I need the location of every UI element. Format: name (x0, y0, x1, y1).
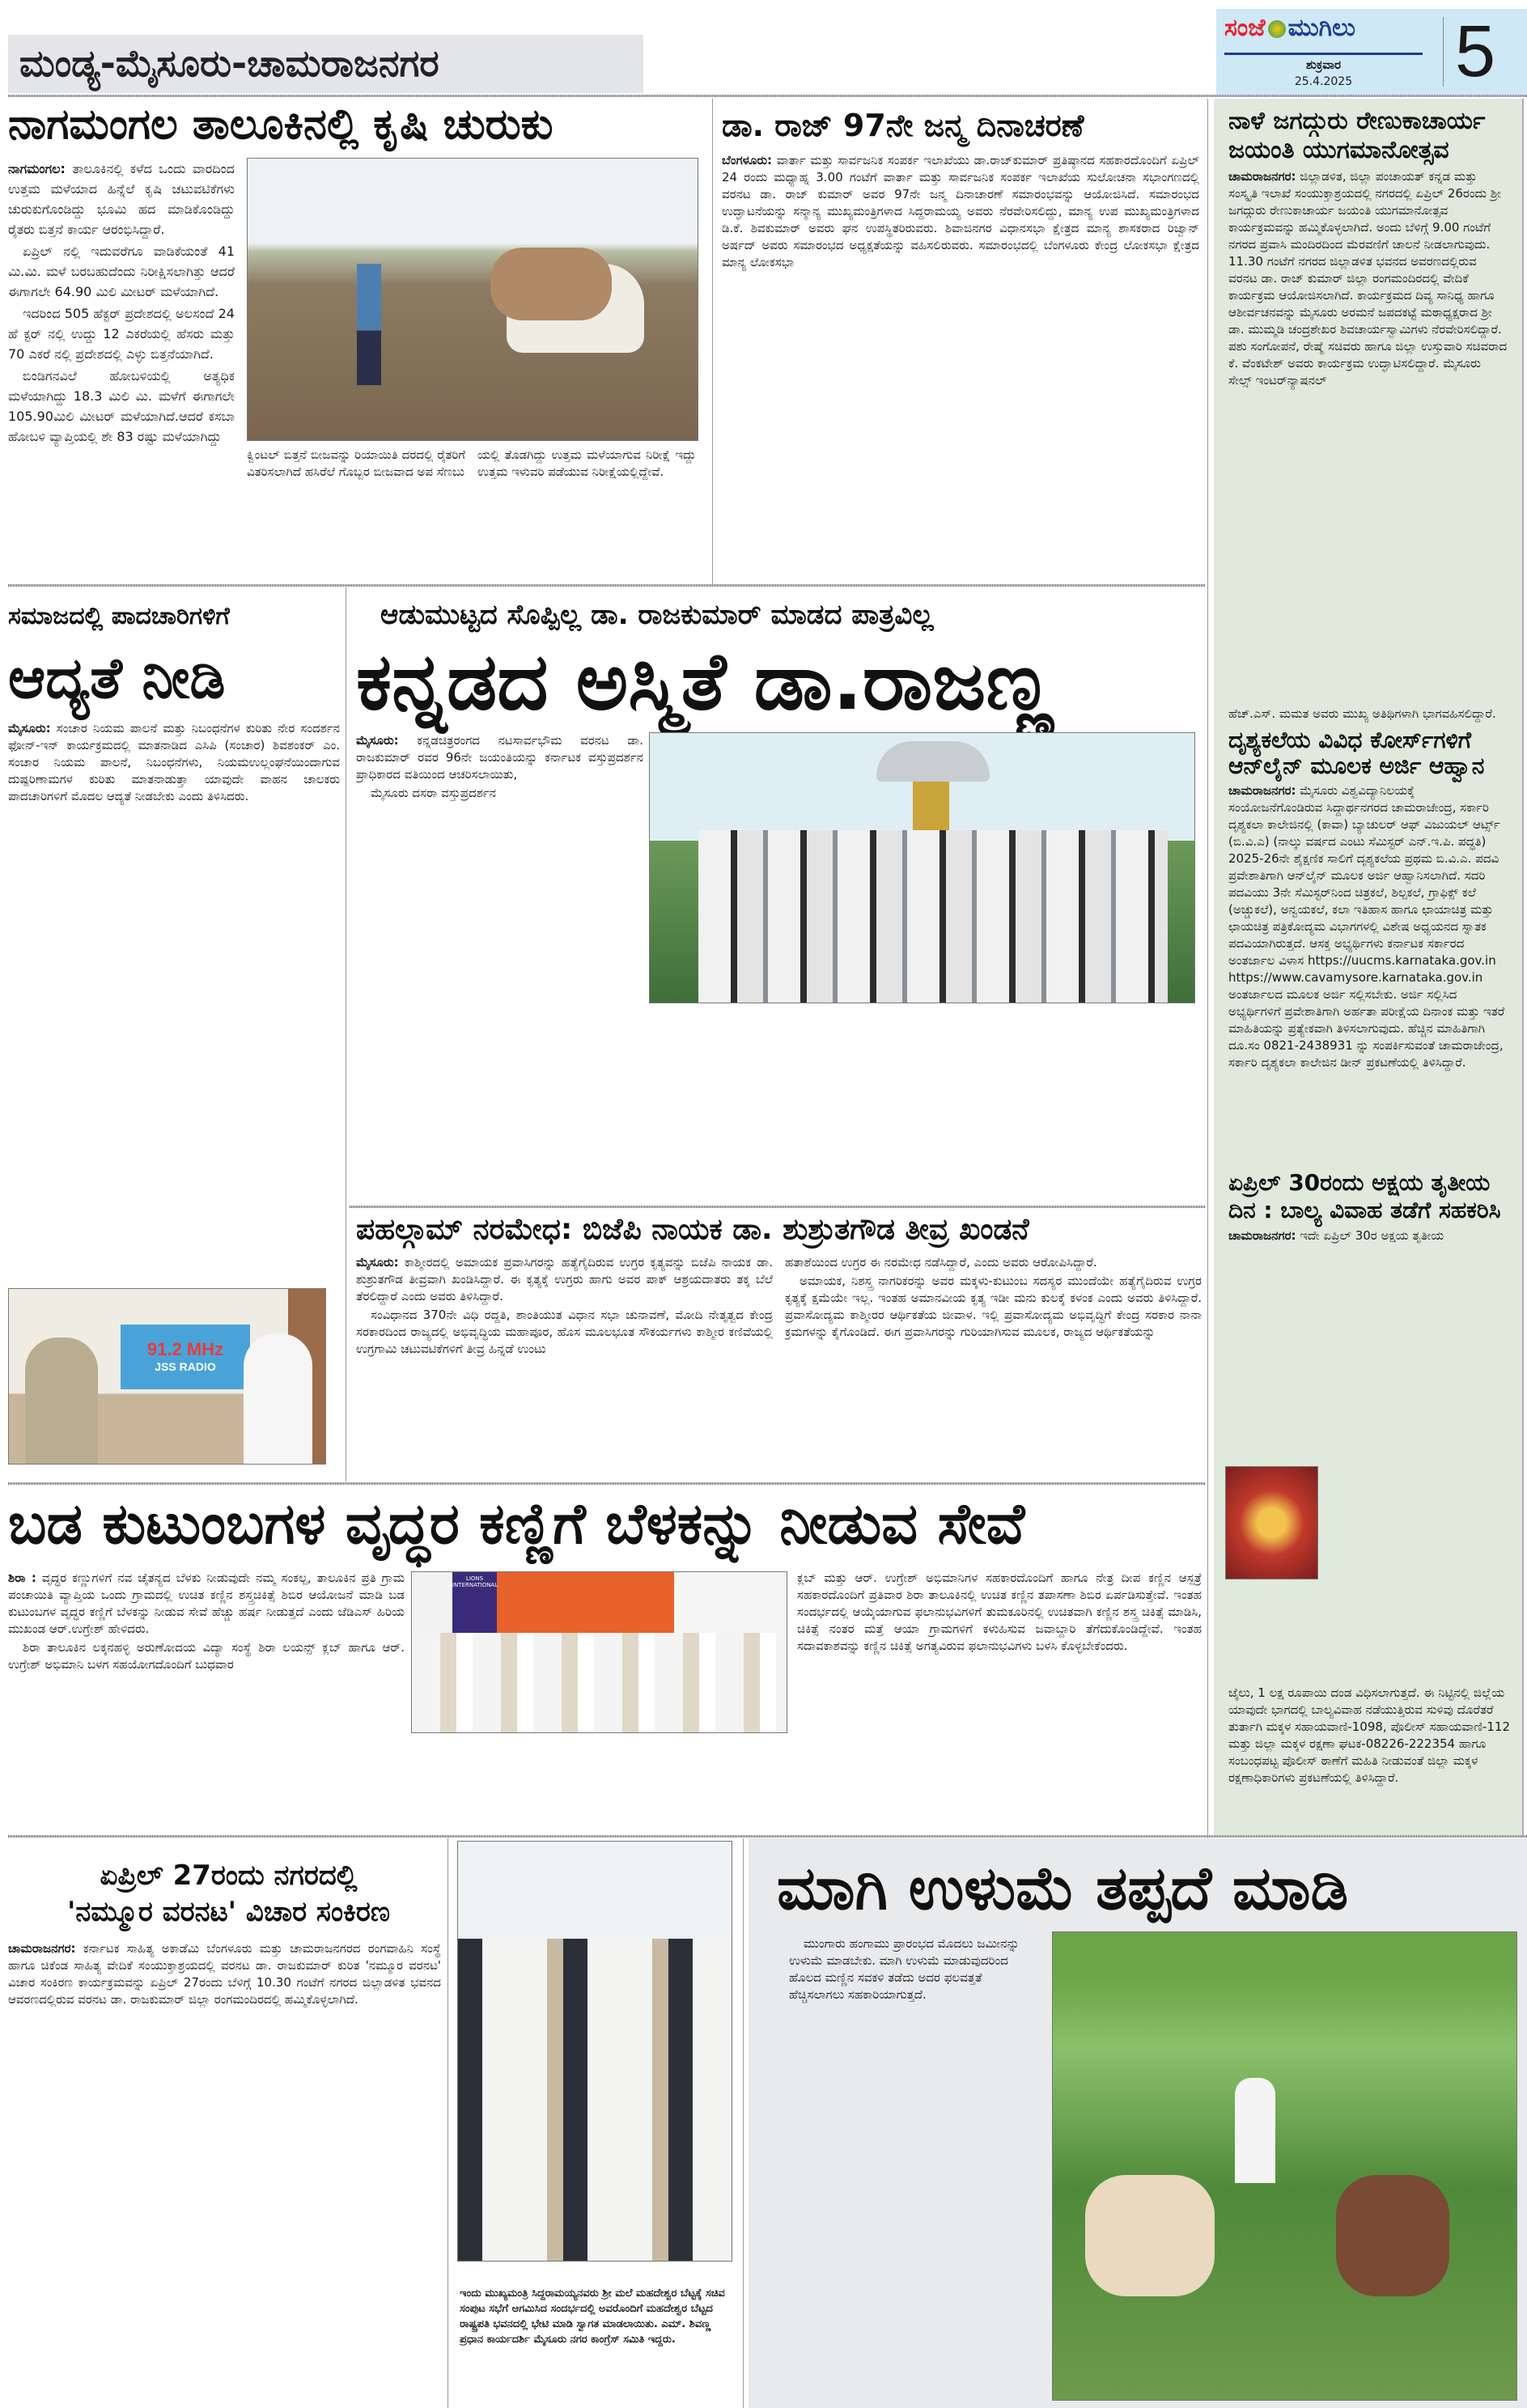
sun-palm-icon (1268, 20, 1286, 38)
paragraph: ಮೈಸೂರು ದಸರಾ ವಸ್ತುಪ್ರದರ್ಶನ (371, 786, 497, 800)
paragraph: ಸಂಚಾರ ನಿಯಮ ಪಾಲನೆ ಮತ್ತು ನಿಬಂಧನೆಗಳ ಕುರಿತು ನೇರ ಸಂದರ್ಶನ ಫೋನ್-ಇನ್ ಕಾರ್ಯಕ್ರಮದಲ್ಲಿ ಮಾತನಾಡಿದ ಎಸಿಪಿ (ಸಂಚಾರ) ಶಿವಶಂಕರ್ ಎಂ. ಸಂಚಾರ ನಿಯಮ ಪಾಲನೆ, ನಿಬಂಧನೆಗಳು, ನಿಯಮಉಲ್ಲಂಘನೆಯಿಂದಾಗುವ ದುಷ್ಪರಿಣಾಮಗಳ ಕುರಿತು ಮಾತನಾಡುತ್ತಾ ಯಾವುದೇ ವಾಹನ ಚಾಲಕರು ಪಾದಚಾರಿಗಳಿಗೆ ಮೊದಲ ಆದ್ಯತೆ ನೀಡಬೇಕು ಎಂದು ತಿಳಿಸಿದರು. (8, 721, 340, 803)
nagamangala-body (8, 159, 235, 579)
drraj97-body (722, 152, 1199, 577)
maagi-panel (749, 1838, 1527, 2408)
issue-day: ಶುಕ್ರವಾರ (1305, 57, 1342, 72)
paragraph: ಏಪ್ರಿಲ್ ನಲ್ಲಿ ಇದುವರೆಗೂ ವಾಡಿಕೆಯಂತೆ 41 ಮಿ.ಮಿ. ಮಳೆ ಬರಬಹುದೆಂದು ನಿರೀಕ್ಷಿಸಲಾಗಿತ್ತು ಆದರೆ ಈಗಾಗಲೇ 64.90 ಮಿಲಿ ಮೀಟರ್ ಮಳೆಯಾಗಿದೆ. (8, 244, 235, 299)
masthead-logo (1216, 9, 1527, 95)
akshaya-tail: ಜೈಲು, 1 ಲಕ್ಷ ರೂಪಾಯಿ ದಂಡ ವಿಧಿಸಲಾಗುತ್ತದೆ. ಈ ನಿಟ್ಟಿನಲ್ಲಿ ಜಿಲ್ಲೆಯ ಯಾವುದೇ ಭಾಗದಲ್ಲಿ ಬಾಲ್ಯವಿವಾಹ ನಡೆಯುತ್ತಿರುವ ಸುಳಿವು ದೊರೆತರೆ ತುರ್ತಾಗಿ ಮಕ್ಕಳ ಸಹಾಯವಾಣಿ-1098, ಪೊಲೀಸ್ ಸಹಾಯವಾಣಿ-112 ಮತ್ತು ಜಿಲ್ಲಾ ಮಕ್ಕಳ ರಕ್ಷಣಾ ಘಟಕ-08226-222354 ಹಾಗೂ ಸಂಬಂಧಪಟ್ಟ ಪೊಲೀಸ್ ಠಾಣೆಗೆ ಮಹಿತಿ ನೀಡುವಂತೆ ಜಿಲ್ಲಾ ಮಕ್ಕಳ ರಕ್ಷಣಾಧಿಕಾರಿಗಳು ಪ್ರಕಟಣೆಯಲ್ಲಿ ತಿಳಿಸಿದ್ದಾರೆ. (1228, 1685, 1510, 1785)
varanata-kicker: ಏಪ್ರಿಲ್ 27ರಂದು ನಗರದಲ್ಲಿ (100, 1859, 358, 1892)
radio-studio-photo (8, 1288, 326, 1465)
issue-date: 25.4.2025 (1294, 75, 1353, 88)
paragraph: ವೃದ್ಧರ ಕಣ್ಣುಗಳಿಗೆ ನವ ಚೈತನ್ಯದ ಬೆಳಕು ನೀಡುವುದೇ ನಮ್ಮ ಸಂಕಲ್ಪ, ತಾಲೂಕಿನ ಪ್ರತಿ ಗ್ರಾಮ ಪಂಚಾಯಿತಿ ವ್ಯಾಪ್ತಿಯ ಒಂದು ಗ್ರಾಮದಲ್ಲಿ ಉಚಿತ ಕಣ್ಣಿನ ಶಸ್ತ್ರಚಿಕಿತ್ಸೆ ಶಿಬಿರ ಆಯೋಜನೆ ಮಾಡಿ ಬಡ ಕುಟುಂಬಗಳ ವೃದ್ಧರ ಕಣ್ಣಿಗೆ ಬೆಳಕನ್ನು ನೀಡುವ ಸೇವೆ ಹೆಚ್ಚು ಹರ್ಷ ನೀಡುತ್ತದೆ ಎಂದು ಜೆಡಿಎಸ್ ಹಿರಿಯ ಮುಖಂಡ ಆರ್.ಉಗ್ರೇಶ್ ಹೇಳಿದರು. (8, 1571, 405, 1636)
sidebar (1214, 99, 1524, 1837)
paragraph: ಮುಂಗಾರು ಹಂಗಾಮು ಪ್ರಾರಂಭದ ಮೊದಲು ಜಮೀನನ್ನು ಉಳುಮೆ ಮಾಡಬೇಕು. ಮಾಗಿ ಉಳುಮೆ ಮಾಡುವುದರಿಂದ ಹೊಲದ ಮಣ್ಣಿನ ಸವಕಳಿ ತಡೆದು ಅದರ ಫಲವತ್ತತೆ ಹೆಚ್ಚಿಸಲಾಗಲು ಸಹಕಾರಿಯಾಗುತ್ತದೆ. (789, 1936, 1020, 2002)
drraj97-headline: ಡಾ. ರಾಜ್ 97ನೇ ಜನ್ಮ ದಿನಾಚರಣೆ (722, 108, 1084, 143)
padachari-body (8, 720, 340, 1282)
farmer-figure (1235, 2078, 1275, 2183)
varanata-headline: 'ನಮ್ಮೂರ ವರನಟ' ವಿಚಾರ ಸಂಕಿರಣ (66, 1896, 391, 1928)
renuka-tail: ಹೆಚ್.ಎಸ್. ಮಮತ ಅವರು ಮುಖ್ಯ ಅತಿಥಿಗಳಾಗಿ ಭಾಗವಹಿಸಲಿದ್ದಾರೆ. (1228, 706, 1496, 721)
radio-sign (121, 1325, 250, 1389)
nagamangala-headline: ನಾಗಮಂಗಲ ತಾಲೂಕಿನಲ್ಲಿ ಕೃಷಿ ಚುರುಕು (8, 100, 554, 149)
pahalgam-headline: ಪಹಲ್ಗಾಮ್ ನರಮೇಧ: ಬಿಜೆಪಿ ನಾಯಕ ಡಾ. ಶುಶ್ರುತಗೌಡ ತೀವ್ರ ಖಂಡನೆ (356, 1213, 1029, 1246)
dateline: ನಾಗಮಂಗಲ: (8, 161, 66, 176)
paragraph: ಕರ್ನಾಟಕ ಸಾಹಿತ್ಯ ಅಕಾಡೆಮಿ ಬೆಂಗಳೂರು ಮತ್ತು ಚಾಮರಾಜನಗರದ ರಂಗವಾಹಿನಿ ಸಂಸ್ಥೆ ಹಾಗೂ ಚಿಕೆಂಡ ಸಾಹಿತ್ಯ ವೇದಿಕೆ ಸಂಯುಕ್ತಾಶ್ರಯದಲ್ಲಿ ವರನಟ ಡಾ. ರಾಜಕುಮಾರ್ ಕುರಿತ 'ನಮ್ಮೂರ ವರನಟ' ವಿಚಾರ ಸಂಕಿರಣ ಕಾರ್ಯಕ್ರಮವನ್ನು ಏಪ್ರಿಲ್ 27ರಂದು ಬೆಳಿಗ್ಗೆ 10.30 ಗಂಟೆಗೆ ನಗರದ ಜಿಲ್ಲಾಡಳಿತ ಭವನದ ಆವರಣದಲ್ಲಿರುವ ವರನಟ ಡಾ. ರಾಜಕುಮಾರ್ ಜಿಲ್ಲಾ ರಂಗಮಂದಿರದಲ್ಲಿ ಹಮ್ಮಿಕೊಳ್ಳಲಾಗಿದೆ. (8, 1941, 441, 2007)
umbrella-canopy (876, 741, 990, 782)
paragraph: ಇದರಿಂದ 505 ಹೆಕ್ಟರ್ ಪ್ರದೇಶದಲ್ಲಿ ಅಲಸಂದೆ 24 ಹೆ ಕ್ಟರ್ ನಲ್ಲಿ ಉದ್ದು 12 ಎಕರೆಯಲ್ಲಿ ಹೆಸರು ಮತ್ತು 70 ಎಕರೆ ನಲ್ಲಿ ಪ್ರದೇಶದಲ್ಲಿ ಎಳ್ಳು ಬಿತ್ತನೆಯಾಗಿದೆ. (8, 306, 235, 362)
farmer-figure (357, 264, 381, 385)
paragraph: ಜಿಲ್ಲಾಡಳಿತ, ಜಿಲ್ಲಾ ಪಂಚಾಯತ್ ಕನ್ನಡ ಮತ್ತು ಸಂಸ್ಕೃತಿ ಇಲಾಖೆ ಸಂಯುಕ್ತಾಶ್ರಯದಲ್ಲಿ ನಗರದಲ್ಲಿ ಏಪ್ರಿಲ್ 26ರಂದು ಶ್ರೀ ಜಗದ್ಗುರು ರೇಣುಕಾಚಾರ್ಯ ಜಯಂತಿ ಯುಗಮಾನೋತ್ಸವ ಕಾರ್ಯಕ್ರಮವನ್ನು ಹಮ್ಮಿಕೊಳ್ಳಲಾಗಿದೆ. ಅಂದು ಬೆಳಿಗ್ಗೆ 9.00 ಗಂಟೆಗೆ ನಗರದ ಪ್ರವಾಸಿ ಮಂದಿರದಿಂದ ಮೆರವಣಿಗೆ ಚಾಲನೆ ನೀಡಲಾಗುವುದು. 11.30 ಗಂಟೆಗೆ ನಗರದ ಜಿಲ್ಲಾಡಳಿತ ಭವನದ ಅವರಣದಲ್ಲಿರುವ ವರನಟ ಡಾ. ರಾಜ್ ಕುಮಾರ್ ಜಿಲ್ಲಾ ರಂಗಮಂದಿರದಲ್ಲಿ ವೇದಿಕೆ ಕಾರ್ಯಕ್ರಮ ಆಯೋಜಿಸಲಾಗಿದೆ. ಕಾರ್ಯಕ್ರಮದ ದಿವ್ಯ ಸಾನಿಧ್ಯ ಹಾಗೂ ಆಶೀರ್ವಚನವನ್ನು ಮೈಸೂರು ಅರಮನೆ ಜಪದಕಟ್ಟೆ ಮಠಾಧ್ಯಕ್ಷರಾದ ಶ್ರೀ ಡಾ. ಮುಮ್ಮಡಿ ಚಂದ್ರಶೇಖರ ಶಿವಚಾರ್ಯಸ್ವಾಮಿಗಳು ನೆರವೇರಿಸಲಿದ್ದಾರೆ. ಪಶು ಸಂಗೋಪನೆ, ರೇಷ್ಮೆ ಸಚಿವರು ಹಾಗೂ ಜಿಲ್ಲಾ ಉಸ್ತುವಾರಿ ಸಚಿವರಾದ ಕೆ. ವೆಂಕಟೇಶ್ ಅವರು ಕಾರ್ಯಕ್ರಮ ಉದ್ಘಾಟಿಸಲಿದ್ದಾರೆ. ಮೈಸೂರು ಸೇಲ್ಸ್ ಇಂಟರ್‌ನ್ಯಾಷನಲ್ (1228, 169, 1508, 388)
ox-figure (1336, 2175, 1449, 2296)
section-title-box (8, 35, 643, 93)
dateline: ಚಾಮರಾಜನಗರ: (8, 1941, 76, 1956)
akshaya-body (1228, 1227, 1508, 1246)
paragraph: ಬಿಂಡಿಗನವಿಲೆ ಹೋಬಳಿಯಲ್ಲಿ ಅತ್ಯಧಿಕ ಮಳೆಯಾಗಿದ್ದು 18.3 ಮಿಲಿ ಮಿ. ಮಳೆಗೆ ಈಗಾಗಲೇ 105.90ಮಿಲಿ ಮೀಟರ್ ಮಳೆಯಾಗಿದೆ.ಆದರೆ ಕಸಬಾ ಹೋಬಳಿ ವ್ಯಾಪ್ತಿಯಲ್ಲಿ ಶೇ 83 ರಷ್ಟು ಮಳೆಯಾಗಿದ್ದು (8, 368, 235, 444)
rajanna-headline: ಕನ್ನಡದ ಅಸ್ಮಿತೆ ಡಾ.ರಾಜಣ್ಣ (356, 636, 1054, 728)
people-group (458, 1939, 732, 2262)
ploughing-photo (247, 158, 698, 441)
pahalgam-col2 (785, 1254, 1202, 1477)
rajanna-body (356, 732, 643, 1202)
people-group (412, 1633, 787, 1733)
pahalgam-col1 (356, 1254, 773, 1477)
paragraph: ಕಾಶ್ಮೀರದಲ್ಲಿ ಅಮಾಯಕ ಪ್ರವಾಸಿಗರನ್ನು ಹತ್ಯೆಗೈದಿರುವ ಉಗ್ರರ ಕೃತ್ಯವನ್ನು ಬಿಜೆಪಿ ನಾಯಕ ಡಾ. ಶುಶ್ರುತಗೌಡ ತೀವ್ರವಾಗಿ ಖಂಡಿಸಿದ್ದಾರೆ. ಈ ಕೃತ್ಯಕ್ಕೆ ಉಗ್ರರು ಹಾಗು ಅವರ ಪಾಕ್ ಆಶ್ರಯದಾತರು ತಕ್ಕ ಬೆಲೆ ತೆರಲಿದ್ದಾರೆ ಎಂದು ಅವರು ತಿಳಿಸಿದ್ದಾರೆ. (356, 1255, 773, 1304)
dateline: ಶಿರಾ : (8, 1571, 36, 1585)
dateline: ಮೈಸೂರು: (8, 721, 51, 736)
renuka-headline: ನಾಳೆ ಜಗದ್ಗುರು ರೇಣುಕಾಚಾರ್ಯ ಜಯಂತಿ ಯುಗಮಾನೋತ್ಸವ (1228, 107, 1486, 164)
netra-col1 (8, 1570, 405, 1829)
paragraph: ಶಿರಾ ತಾಲೂಕಿನ ಲಕ್ಕನಹಳ್ಳಿ ಅರುಣೋದಯ ವಿದ್ಯಾ ಸಂಸ್ಥೆ ಶಿರಾ ಲಯನ್ಸ್ ಕ್ಲಬ್ ಹಾಗೂ ಆರ್. ಉಗ್ರೇಶ್ ಅಭಿಮಾನಿ ಬಳಗ ಸಹಯೋಗದೊಂದಿಗೆ ಬುಧವಾರ (8, 1640, 405, 1672)
paragraph: ಯಲ್ಲಿ ತೊಡಗಿದ್ದು ಉತ್ತಮ ಮಳೆಯಾಗುವ ನಿರೀಕ್ಷೆ ಇದ್ದು ಉತ್ತಮ ಇಳುವರಿ ಪಡೆಯುವ ನಿರೀಕ್ಷೆಯಲ್ಲಿದ್ದೇವೆ. (477, 447, 696, 479)
renuka-body (1228, 168, 1508, 702)
section-title: ಮಂಡ್ಯ-ಮೈಸೂರು-ಚಾಮರಾಜನಗರ (19, 41, 439, 85)
nagamangala-col2 (247, 447, 465, 576)
eye-camp-photo (411, 1571, 787, 1733)
logo-part1: ಸಂಜೆ (1224, 14, 1266, 42)
radio-name: JSS RADIO (155, 1360, 216, 1373)
dateline: ಚಾಮರಾಜನಗರ: (1228, 169, 1296, 184)
rajanna-kicker: ಆಡುಮುಟ್ಟದ ಸೊಪ್ಪಿಲ್ಲ ಡಾ. ರಾಜಕುಮಾರ್ ಮಾಡದ ಪಾತ್ರವಿಲ್ಲ (380, 599, 934, 631)
drishya-body (1228, 782, 1508, 1163)
dateline: ಬೆಂಗಳೂರು: (722, 153, 773, 167)
dateline: ಚಾಮರಾಜನಗರ: (1228, 1228, 1296, 1243)
dateline: ಮೈಸೂರು: (356, 1255, 399, 1270)
radio-frequency: 91.2 MHz (146, 1339, 224, 1359)
paragraph: ಕ್ವಿಂಟಲ್ ಬಿತ್ತನೆ ಬೀಜವನ್ನು ರಿಯಾಯಿತಿ ದರದಲ್ಲಿ ರೈತರಿಗೆ ವಿತರಿಸಲಾಗಿದೆ ಹಸಿರೆಲೆ ಗೊಬ್ಬರ ಬೀಜವಾದ ಅಪ ಸೆಣಬು (247, 447, 465, 479)
ox-figure (1085, 2175, 1215, 2296)
drishya-headline: ದೃಶ್ಯಕಲೆಯ ವಿವಿಧ ಕೋರ್ಸ್‌ಗಳಿಗೆ ಆನ್‌ಲೈನ್ ಮೂಲಕ ಅರ್ಜಿ ಆಹ್ವಾನ (1228, 727, 1485, 779)
people-group (698, 830, 1168, 1003)
netra-col3 (797, 1570, 1202, 1829)
maagi-body (789, 1935, 1040, 2397)
paragraph: ತಾಲೂಕಿನಲ್ಲಿ ಕಳೆದ ಒಂದು ವಾರದಿಂದ ಉತ್ತಮ ಮಳೆಯಾದ ಹಿನ್ನೆಲೆ ಕೃಷಿ ಚಟುವಟಿಕೆಗಳು ಚುರುಕುಗೊಂಡಿದ್ದು ಭೂಮಿ ಹದ ಮಾಡಿಕೊಂಡಿದ್ದು ರೈತರು ಬಿತ್ತನೆ ಕಾರ್ಯ ಆರಂಭಿಸಿದ್ದಾರೆ. (8, 161, 235, 237)
person-figure (244, 1333, 312, 1465)
banner-text: LIONS INTERNATIONAL (452, 1575, 498, 1588)
ox-figure (490, 248, 612, 320)
paragraph: ಕನ್ನಡಚಿತ್ರರಂಗದ ನಟಸಾರ್ವಭೌಮ ವರನಟ ಡಾ. ರಾಜಕುಮಾರ್ ರವರ 96ನೇ ಜಯಂತಿಯನ್ನು ಕರ್ನಾಟಕ ವಸ್ತುಪ್ರದರ್ಶನ ಪ್ರಾಧಿಕಾರದ ವತಿಯಿಂದ ಆಚರಿಸಲಾಯಿತು, (356, 733, 643, 782)
logo-part2: ಮುಗಿಲು (1287, 14, 1356, 42)
rajkumar-statue-photo (649, 732, 1195, 1003)
dateline: ಮೈಸೂರು: (356, 733, 399, 748)
padachari-headline: ಆದ್ಯತೆ ನೀಡಿ (8, 645, 226, 711)
paragraph: ಹತಾಶೆಯಿಂದ ಉಗ್ರರ ಈ ನರಮೇಧ ನಡೆಸಿದ್ದಾರೆ, ಎಂದು ಅವರು ಆರೋಪಿಸಿದ್ದಾರೆ. (785, 1255, 1097, 1270)
varanata-body (8, 1940, 441, 2402)
page-number: 5 (1455, 11, 1496, 92)
akshaya-headline: ಏಪ್ರಿಲ್ 30ರಂದು ಅಕ್ಷಯ ತೃತೀಯ ದಿನ : ಬಾಲ್ಯ ವಿವಾಹ ತಡೆಗೆ ಸಹಕರಿಸಿ (1228, 1169, 1501, 1223)
dateline: ಚಾಮರಾಜನಗರ: (1228, 783, 1296, 798)
maagi-headline: ಮಾಗಿ ಉಳುಮೆ ತಪ್ಪದೆ ಮಾಡಿ (777, 1854, 1349, 1923)
netra-headline: ಬಡ ಕುಟುಂಬಗಳ ವೃದ್ಧರ ಕಣ್ಣಿಗೆ ಬೆಳಕನ್ನು ನೀಡುವ ಸೇವೆ (8, 1490, 1025, 1557)
paragraph: ಮೈಸೂರು ವಿಶ್ವವಿದ್ಯಾನಿಲಯಕ್ಕೆ ಸಂಯೋಜನೆಗೊಂಡಿರುವ ಸಿದ್ದಾರ್ಥನಗರದ ಚಾಮರಾಜೇಂದ್ರ, ಸರ್ಕಾರಿ ದೃಶ್ಯಕಲಾ ಕಾಲೇಜಿನಲ್ಲಿ (ಕಾವಾ) ಬ್ಯಾಚುಲರ್ ಆಫ್ ವಿಜುಯಲ್ ಆರ್ಟ್ಸ್ (ಬಿ.ವಿ.ಎ) (ನಾಲ್ಕು ವರ್ಷದ ಎಂಟು ಸೆಮಿಸ್ಟರ್ ಎನ್.ಇ.ಪಿ. ಪದ್ಧತಿ) 2025-26ನೇ ಶೈಕ್ಷಣಿಕ ಸಾಲಿಗೆ ದೃಶ್ಯಕಲೆಯ ಪ್ರಥಮ ಬಿ.ವಿ.ಎ. ಪದವಿ ಪ್ರವೇಶಾತಿಗಾಗಿ ಆನ್‌ಲೈನ್ ಮೂಲಕ ಅರ್ಜಿ ಆಹ್ವಾನಿಸಲಾಗಿದೆ. ಸದರಿ ಪದವಿಯು 3ನೇ ಸೆಮಿಸ್ಟರ್‌ನಿಂದ ಚಿತ್ರಕಲೆ, ಶಿಲ್ಪಕಲೆ, ಗ್ರಾಫಿಕ್ಸ್ ಕಲೆ (ಅಚ್ಚುಕಲೆ), ಅನ್ವಯಕಲೆ, ಕಲಾ ಇತಿಹಾಸ ಹಾಗೂ ಛಾಯಾಚಿತ್ರ ಮತ್ತು ಛಾಯಚಿತ್ರ ಪತ್ರಿಕೋದ್ಯಮ ವಿಭಾಗಗಳಲ್ಲಿ ವಿಶೇಷ ಅಧ್ಯಯನದ ಸ್ನಾತಕ ಪದವಿಯಾಗಿರುತ್ತದೆ. ಆಸಕ್ತ ಅಭ್ಯರ್ಥಿಗಳು ಕರ್ನಾಟಕ ಸರ್ಕಾರದ ಅಂತರ್ಜಾಲ ವಿಳಾಸ https://uucms.karnataka.gov.in https://www.cavamysore.karnataka.gov.in ಅಂತರ್ಜಾಲದ ಮೂಲಕ ಅರ್ಜಿ ಸಲ್ಲಿಸಬೇಕು. ಅರ್ಜಿ ಸಲ್ಲಿಸಿದ ಅಭ್ಯರ್ಥಿಗಳಿಗೆ ಪ್ರವೇಶಾತಿಗಾಗಿ ಅರ್ಹತಾ ಪರೀಕ್ಷೆಯ ದಿನಾಂಕ ಮತ್ತು ಇತರೆ ಮಾಹಿತಿಯನ್ನು ಪ್ರತ್ಯೇಕವಾಗಿ ತಿಳಿಸಲಾಗುವುದು. ಹೆಚ್ಚಿನ ಮಾಹಿತಿಗಾಗಿ ದೂ.ಸಂ 0821-2438931 ನ್ನು ಸಂಪರ್ಕಿಸುವಂತೆ ಚಾಮರಾಜೇಂದ್ರ, ಸರ್ಕಾರಿ ದೃಶ್ಯಕಲಾ ಕಾಲೇಜಿನ ಡೀನ್ ಪ್ರಕಟಣೆಯಲ್ಲಿ ತಿಳಿಸಿದ್ದಾರೆ. (1228, 783, 1505, 1070)
paragraph: ಇದೇ ಏಪ್ರಿಲ್ 30ರ ಅಕ್ಷಯ ತೃತೀಯ (1300, 1228, 1444, 1243)
cm-visit-photo (457, 1841, 732, 2262)
paragraph: ಕ್ಲಬ್ ಮತ್ತು ಆರ್. ಉಗ್ರೇಶ್ ಅಭಿಮಾನಿಗಳ ಸಹಕಾರದೊಂದಿಗೆ ಹಾಗೂ ನೇತ್ರ ದೀಪ ಕಣ್ಣಿನ ಆಸ್ಪತ್ರೆ ಸಹಕಾರದೊಂದಿಗೆ ಪ್ರತಿವಾರ ಶಿರಾ ತಾಲೂಕಿನಲ್ಲಿ ಉಚಿತ ಕಣ್ಣಿನ ತಪಾಸಣಾ ಶಿಬಿರ ಏರ್ಪಡಿಸುತ್ತೇವೆ. ಇಂತಹ ಸಂದರ್ಭದಲ್ಲಿ ಆಯ್ಕೆಯಾಗುವ ಫಲಾನುಭವಿಗಳಿಗೆ ತುಮಕೂರಿನಲ್ಲಿ ಉಚಿತವಾಗಿ ಕಣ್ಣಿನ ಶಸ್ತ್ರ ಚಿಕಿತ್ಸೆ ಮಾಡಿಸಿ, ಚಿಕಿತ್ಸೆ ನಂತರ ಮತ್ತೆ ಆಯಾ ಗ್ರಾಮಗಳಿಗೆ ಕಳುಹಿಸುವ ಜವಾಬ್ದಾರಿ ತೆಗೆದುಕೊಂಡಿದ್ದೇವೆ. ಇಂತಹ ಸದಾವಕಾಶವನ್ನು ಕಣ್ಣಿನ ಚಿಕಿತ್ಸೆ ಅಗತ್ಯವಿರುವ ಫಲಾನುಭವಿಗಳು ಬಳಸಿ ಕೊಳ್ಳಬೇಕೆಂದರು. (797, 1571, 1202, 1653)
wedding-hands-photo (1225, 1466, 1318, 1579)
paragraph: ವಾರ್ತಾ ಮತ್ತು ಸಾರ್ವಜನಿಕ ಸಂಪರ್ಕ ಇಲಾಖೆಯು ಡಾ.ರಾಜ್‌ಕುಮಾರ್ ಪ್ರತಿಷ್ಠಾನದ ಸಹಕಾರದೊಂದಿಗೆ ಏಪ್ರಿಲ್ 24 ರಂದು ಮಧ್ಯಾಹ್ನ 3.00 ಗಂಟೆಗೆ ವಾರ್ತಾ ಮತ್ತು ಸಾರ್ವಜನಿಕ ಸಂಪರ್ಕ ಇಲಾಖೆಯ ಸುಲೋಚನಾ ಸಭಾಂಗಣದಲ್ಲಿ ವರನಟ ಡಾ. ರಾಜ್ ಕುಮಾರ್ ಅವರ 97ನೇ ಜನ್ಮ ದಿನಾಚಾರಣೆ ಸಮಾರಂಭವನ್ನು ಆಯೋಜಿಸಿದೆ. ಸಮಾರಂಭದ ಉದ್ಘಾಟನೆಯನ್ನು ಸನ್ಮಾನ್ಯ ಮುಖ್ಯಮಂತ್ರಿಗಳಾದ ಸಿದ್ದರಾಮಯ್ಯ ಅವರು ನೆರವೇರಿಸಲಿದ್ದು, ಮಾನ್ಯ ಉಪ ಮುಖ್ಯಮಂತ್ರಿಗಳಾದ ಡಿ.ಕೆ. ಶಿವಕುಮಾರ್ ಅವರು ಘನ ಉಪಸ್ಥಿತರಿರುವರು. ಶಿವಾಜಿನಗರ ವಿಧಾನಸಭಾ ಕ್ಷೇತ್ರದ ಮಾನ್ಯ ಶಾಸಕರಾದ ರಿಜ್ವಾನ್ ಅರ್ಷದ್ ಅವರು ಸಮಾರಂಭದ ಅಧ್ಯಕ್ಷತೆಯನ್ನು ವಹಿಸಲಿರುವರು. ಸಮಾರಂಭದಲ್ಲಿ ಬೆಂಗಳೂರು ಕೇಂದ್ರ ಲೋಕಸಭಾ ಕ್ಷೇತ್ರದ ಮಾನ್ಯ ಲೋಕಸಭಾ (722, 153, 1199, 269)
person-figure (25, 1338, 98, 1465)
cm-photo-caption: ಇಂದು ಮುಖ್ಯಮಂತ್ರಿ ಸಿದ್ದರಾಮಯ್ಯನವರು ಶ್ರೀ ಮಲೆ ಮಹದೇಶ್ವರ ಬೆಟ್ಟಕ್ಕೆ ಸಚಿವ ಸಂಪುಟ ಸಭೆಗೆ ಆಗಮಿಸಿದ ಸಂದರ್ಭದಲ್ಲಿ ಅವರೊಂದಿಗೆ ಮಹದೇಶ್ವರ ಬೆಟ್ಟದ ರಾಷ್ಟ್ರಪತಿ ಭವನದಲ್ಲಿ ಭೇಟಿ ಮಾಡಿ ಸ್ವಾಗತ ಮಾಡಲಾಯಿತು. ಎಮ್. ಶಿವಣ್ಣ ಪ್ರಧಾನ ಕಾರ್ಯದರ್ಶಿ ಮೈಸೂರು ನಗರ ಕಾಂಗ್ರೆಸ್ ಸಮಿತಿ ಇದ್ದರು. (460, 2287, 725, 2346)
bullock-ploughing-photo (1052, 1931, 1517, 2401)
padachari-kicker: ಸಮಾಜದಲ್ಲಿ ಪಾದಚಾರಿಗಳಿಗೆ (8, 602, 230, 630)
nagamangala-col3 (477, 447, 696, 576)
paragraph: ಸಂವಿಧಾನದ 370ನೇ ವಿಧಿ ರದ್ದತಿ, ಶಾಂತಿಯುತ ವಿಧಾನ ಸಭಾ ಚುನಾವಣೆ, ಮೋದಿ ನೇತೃತ್ವದ ಕೇಂದ್ರ ಸರಕಾರದಿಂದ ರಾಜ್ಯದಲ್ಲಿ ಅಭಿವೃದ್ಧಿಯ ಮಹಾಪೂರ, ಹೊಸ ಮೂಲಭೂತ ಸೌಕರ್ಯಗಳು ಕಾಶ್ಮೀರ ಕಣಿವೆಯಲ್ಲಿ ಉಗ್ರಗಾಮಿ ಚಟುವಟಿಕೆಗಳಿಗೆ ತೀವ್ರ ಹಿನ್ನಡೆ ಉಂಟು (356, 1308, 773, 1356)
paragraph: ಅಮಾಯಕ, ನಿಶಸ್ತ್ರ ನಾಗರಿಕರನ್ನು ಅವರ ಮಕ್ಕಳು-ಕುಟುಂಬ ಸದಸ್ಯರ ಮುಂದೆಯೇ ಹತ್ಯೆಗೈದಿರುವ ಉಗ್ರರ ಕೃತ್ಯಕ್ಕೆ ಕ್ಷಮೆಯೇ ಇಲ್ಲ. ಇಂತಹ ಅಮಾನವೀಯ ಕೃತ್ಯ ಇಡೀ ಮನು ಕುಲಕ್ಕೆ ಕಳಂಕ ಎಂದು ಅವರು ತಿಳಿಸಿದ್ದಾರೆ. ಪ್ರವಾಸೋದ್ಯಮ ಕಾಶ್ಮೀರರ ಆರ್ಥಿಕತೆಯ ಜೀವಾಳ. ಇಲ್ಲಿ ಪ್ರವಾಸೋದ್ಯಮ ಅಭಿವೃದ್ಧಿಗೆ ಕೇಂದ್ರ ಸರಕಾರ ನಾನಾ ಕ್ರಮಗಳನ್ನು ಕೈಗೊಂಡಿದೆ. ಈಗ ಪ್ರವಾಸಿಗರನ್ನು ಗುರಿಯಾಗಿಸುವ ಮೂಲಕ, ರಾಜ್ಯದ ಆರ್ಥಿಕತೆಯನ್ನು (785, 1274, 1202, 1339)
